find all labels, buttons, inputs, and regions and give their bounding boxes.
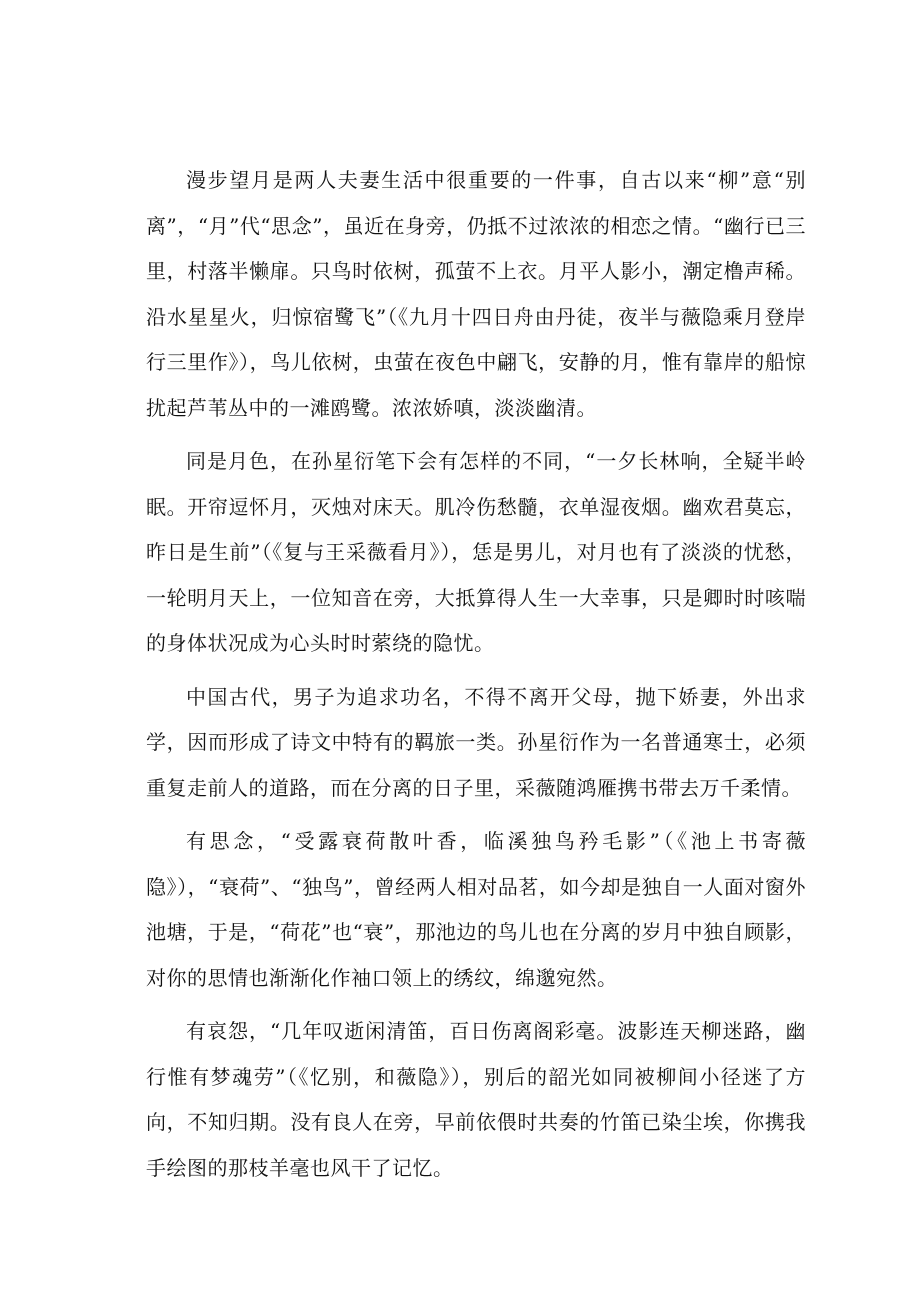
paragraph-3: 中国古代，男子为追求功名，不得不离开父母，抛下娇妻，外出求学，因而形成了诗文中特有的羁旅一类。孙星衍作为一名普通寒士，必须重复走前人的道路，而在分离的日子里，采薇随鸿雁携书带去万千柔情。 bbox=[146, 684, 806, 800]
paragraph-2: 同是月色，在孙星衍笔下会有怎样的不同，“一夕长林响，全疑半岭眠。开帘逗怀月，灭烛对床天。肌冷伤愁髓，衣单湿夜烟。幽欢君莫忘，昨日是生前”（《复与王采薇看月》），恁是男儿，对月也有了淡淡的忧愁，一轮明月天上，一位知音在旁，大抵算得人生一大幸事，只是卿时时咳喘的身体状况成为心头时时萦绕的隐忧。 bbox=[146, 449, 806, 655]
paragraph-4: 有思念，“受露衰荷散叶香，临溪独鸟矜毛影”（《池上书寄薇隐》），“衰荷”、“独鸟”，曾经两人相对品茗，如今却是独自一人面对窗外池塘，于是，“荷花”也“衰”，那池边的鸟儿也在分离的岁月中独自顾影，对你的思情也渐渐化作袖口领上的绣纹，绵邈宛然。 bbox=[146, 829, 806, 990]
document-body bbox=[146, 158, 806, 1199]
paragraph-5: 有哀怨，“几年叹逝闲清笛，百日伤离阁彩毫。波影连天柳迷路，幽行惟有梦魂劳”（《忆别，和薇隐》），别后的韶光如同被柳间小径迷了方向，不知归期。没有良人在旁，早前依偎时共奏的竹笛已染尘埃，你携我手绘图的那枝羊毫也风干了记忆。 bbox=[146, 1019, 806, 1180]
paragraph-1: 漫步望月是两人夫妻生活中很重要的一件事，自古以来“柳”意“别离”，“月”代“思念”，虽近在身旁，仍抵不过浓浓的相恋之情。“幽行已三里，村落半懒扉。只鸟时依树，孤萤不上衣。月平人影小，潮定橹声稀。沿水星星火，归惊宿鹭飞”（《九月十四日舟由丹徒，夜半与薇隐乘月登岸行三里作》），鸟儿依树，虫萤在夜色中翩飞，安静的月，惟有靠岸的船惊扰起芦苇丛中的一滩鸥鹭。浓浓娇嗔，淡淡幽清。 bbox=[146, 168, 806, 420]
